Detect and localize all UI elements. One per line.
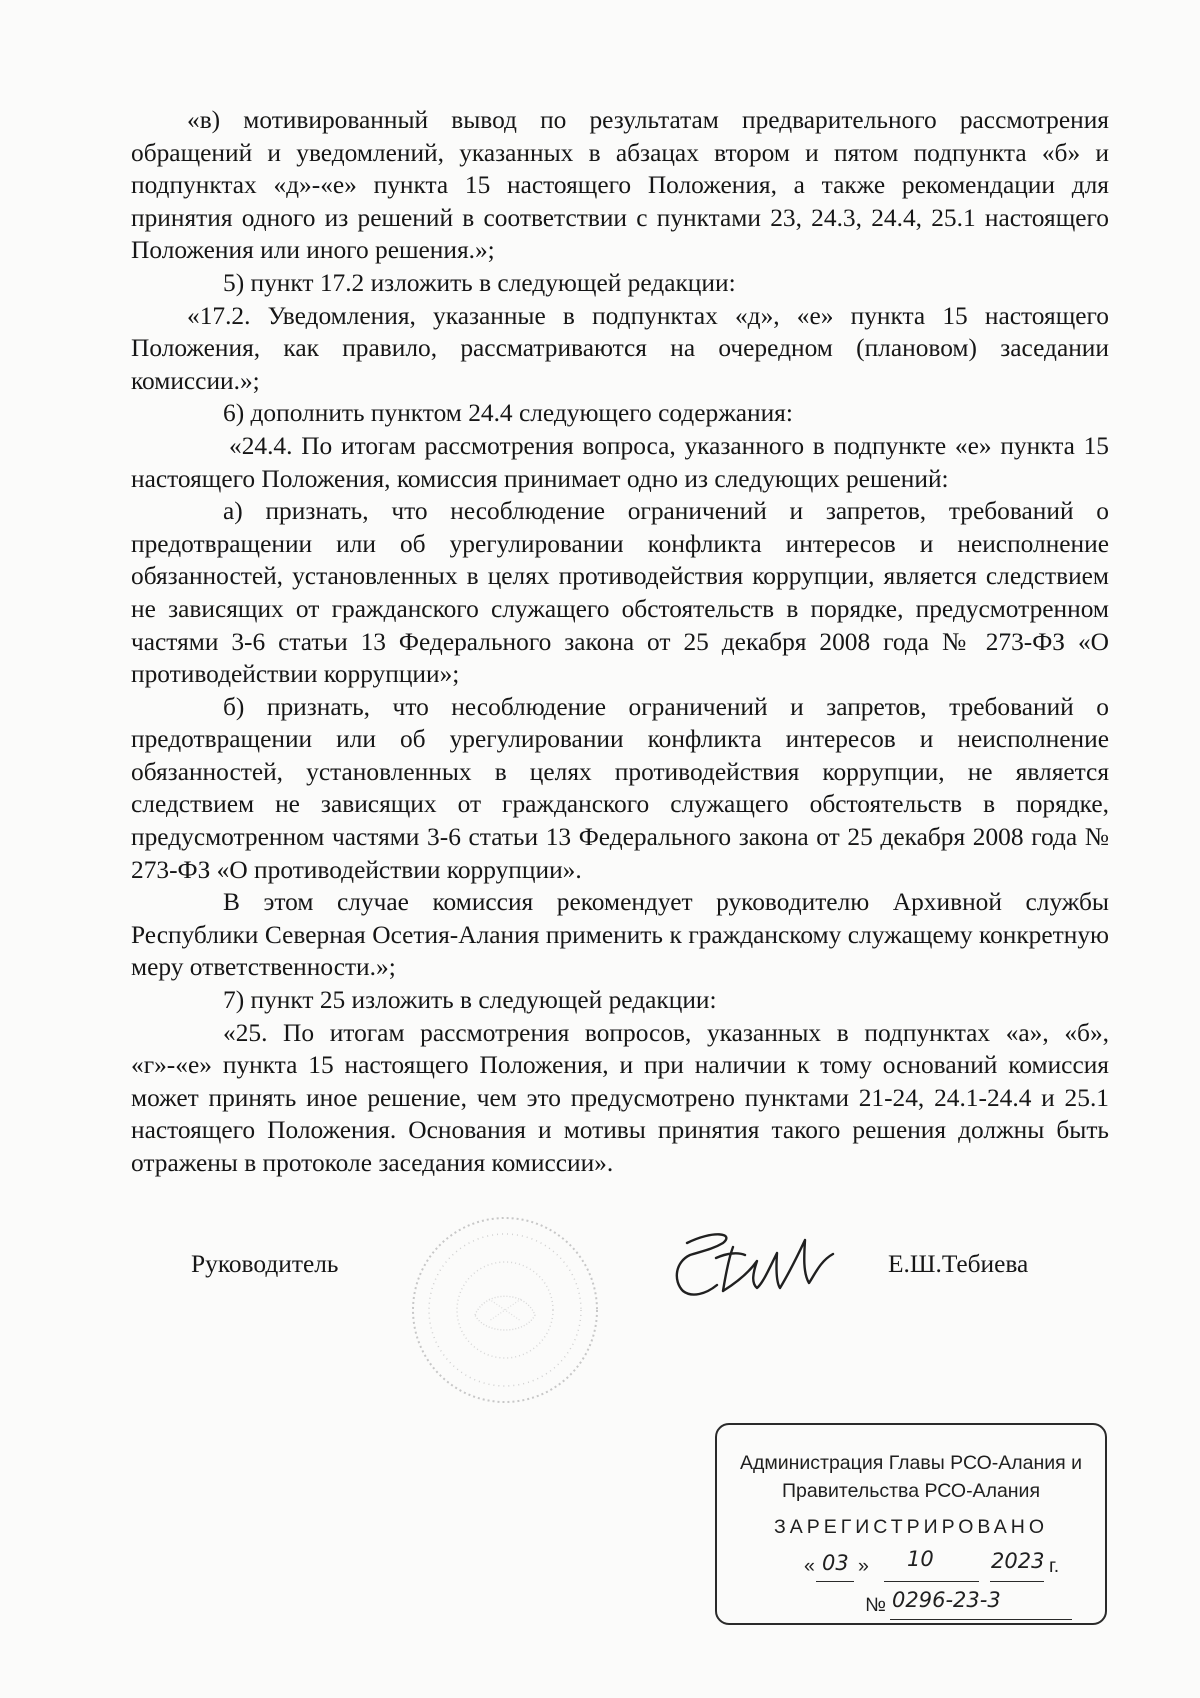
position-title: Руководитель xyxy=(191,1250,339,1278)
paragraph-recommendation: В этом случае комиссия рекомендует руководителю Архивной службы Республики Северная Осетия-Алания применить к гражданскому служащему конкретную меру ответственности.»; xyxy=(131,888,1109,982)
registration-month: 10 xyxy=(907,1547,934,1571)
registration-status: ЗАРЕГИСТРИРОВАНО xyxy=(773,1516,1049,1538)
registration-organization xyxy=(717,1449,1105,1505)
signature-row xyxy=(0,1250,1200,1290)
paragraph-clause-17-2: «17.2. Уведомления, указанные в подпунктах «д», «е» пункта 15 настоящего Положения, как правило, рассматриваются на очередном (плановом) заседании комиссии.»; xyxy=(131,301,1109,395)
handwritten-signature xyxy=(665,1225,840,1310)
registration-organization-line-1: Администрация Главы РСО-Алания и xyxy=(739,1452,1083,1474)
paragraph-decision-a: а) признать, что несоблюдение ограничений и запретов, требований о предотвращении или об урегулировании конфликта интересов и неисполнение обязанностей, установленных в целях противодействия коррупции, является следствием не зависящих от гражданского служащего обстоятельств в порядке, предусмотренном частями 3-6 статьи 13 Федерального закона от 25 декабря 2008 года № 273-ФЗ «О противодействии коррупции»; xyxy=(131,497,1109,689)
date-close-quote: » xyxy=(858,1555,869,1577)
registration-year-suffix: г. xyxy=(1049,1555,1060,1577)
registration-day: 03 xyxy=(822,1551,849,1575)
document-body xyxy=(131,104,1109,1180)
registration-stamp xyxy=(715,1423,1107,1625)
date-open-quote: « xyxy=(804,1555,815,1577)
round-seal xyxy=(405,1210,605,1410)
paragraph-clause-25: «25. По итогам рассмотрения вопросов, указанных в подпунктах «а», «б», «г»-«е» пункта 15 настоящего Положения, и при наличии к тому оснований комиссия может принять иное решение, чем это предусмотрено пунктами 21-24, 24.1-24.4 и 25.1 настоящего Положения. Основания и мотивы принятия такого решения должны быть отражены в протоколе заседания комиссии». xyxy=(131,1018,1109,1177)
registration-number-value: 0296-23-3 xyxy=(892,1588,1001,1612)
registration-date xyxy=(804,1547,1104,1585)
registration-number-label: № xyxy=(865,1594,886,1616)
registration-year: 2023 xyxy=(991,1549,1045,1573)
paragraph-clause-24-4: «24.4. По итогам рассмотрения вопроса, указанного в подпункте «е» пункта 15 настоящего Положения, комиссия принимает одно из следующих решений: xyxy=(131,431,1109,493)
paragraph-item-6: 6) дополнить пунктом 24.4 следующего содержания: xyxy=(223,399,793,428)
paragraph-item-5: 5) пункт 17.2 изложить в следующей редакции: xyxy=(223,268,736,297)
signatory-name: Е.Ш.Тебиева xyxy=(888,1250,1029,1278)
registration-number xyxy=(865,1588,1085,1622)
paragraph-conclusion: «в) мотивированный вывод по результатам предварительного рассмотрения обращений и уведомлений, указанных в абзацах втором и пятом подпункта «б» и подпунктах «д»-«е» пункта 15 настоящего Положения, а также рекомендации для принятия одного из решений в соответствии с пунктами 23, 24.3, 24.4, 25.1 настоящего Положения или иного решения.»; xyxy=(131,106,1109,265)
paragraph-item-7: 7) пункт 25 изложить в следующей редакции: xyxy=(223,986,717,1015)
paragraph-decision-b: б) признать, что несоблюдение ограничений и запретов, требований о предотвращении или об урегулировании конфликта интересов и неисполнение обязанностей, установленных в целях противодействия коррупции, не является следствием не зависящих от гражданского служащего обстоятельств в порядке, предусмотренном частями 3-6 статьи 13 Федерального закона от 25 декабря 2008 года № 273-ФЗ «О противодействии коррупции». xyxy=(131,692,1109,884)
registration-organization-line-2: Правительства РСО-Алания xyxy=(781,1480,1041,1502)
